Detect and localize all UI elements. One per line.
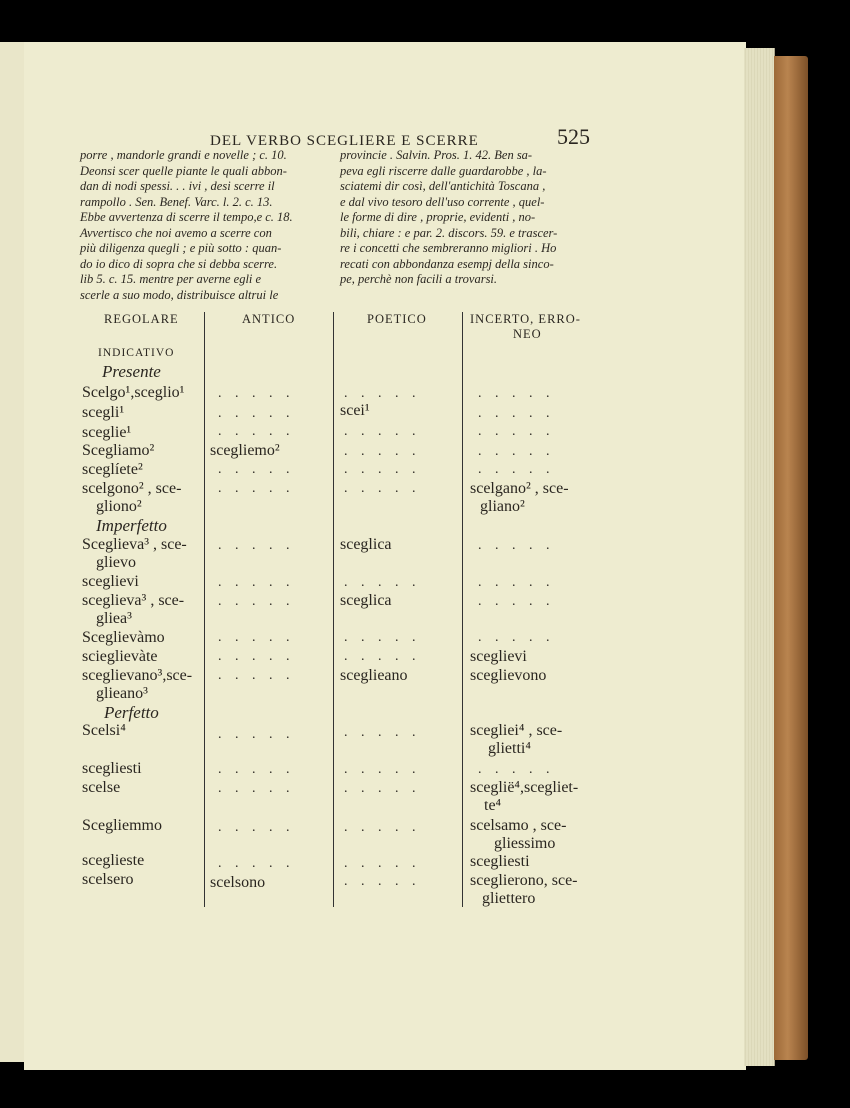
dots: . . . . . (478, 762, 555, 777)
page-edges (744, 48, 775, 1066)
page-number: 525 (557, 124, 590, 149)
column-rule (462, 312, 463, 907)
form: scelgono² , sce- (82, 480, 182, 497)
dots: . . . . . (478, 406, 555, 421)
dots: . . . . . (218, 406, 295, 421)
header-poetico: POETICO (367, 312, 427, 326)
form: sceglieva³ , sce- (82, 592, 185, 609)
dots: . . . . . (218, 538, 295, 553)
column-rule (333, 312, 334, 907)
form: scegliemo² (210, 442, 280, 459)
header-incerto: INCERTO, ERRO- (470, 312, 581, 326)
form: scegliei⁴ , sce- (470, 722, 563, 739)
form: sceglica (340, 536, 392, 553)
form: scelgano² , sce- (470, 480, 569, 497)
text-line: peva egli riscerre dalle guardarobbe , la- (340, 163, 547, 178)
dots: . . . . . (218, 424, 295, 439)
text-line: pe, perchè non facili a trovarsi. (340, 272, 498, 286)
form: gliano² (480, 498, 525, 515)
book-cover (774, 56, 808, 1060)
form: sceglica (340, 592, 392, 609)
form: sceglíete² (82, 461, 143, 478)
dots: . . . . . (478, 594, 555, 609)
dots: . . . . . (344, 781, 421, 796)
form: Sceglievàmo (82, 629, 165, 646)
dots: . . . . . (478, 424, 555, 439)
form: sceglievano³,sce- (82, 667, 193, 684)
dots: . . . . . (344, 630, 421, 645)
dots: . . . . . (478, 462, 555, 477)
text-line: porre , mandorle grandi e novelle ; c. 10. (80, 148, 287, 162)
text-line: lib 5. c. 15. mentre per averne egli e (80, 272, 262, 286)
form: gliono² (96, 498, 142, 515)
text-line: do io dico di sopra che si debba scerre. (80, 256, 278, 271)
dots: . . . . . (218, 781, 295, 796)
text-line: scerle a suo modo, distribuisce altrui le (80, 287, 279, 302)
form: sceglieano (340, 667, 408, 684)
header-regolare: REGOLARE (104, 312, 179, 326)
form: gliea³ (96, 610, 132, 627)
text-line: provincie . Salvin. Pros. 1. 42. Ben sa- (340, 148, 533, 162)
form: Scelsi⁴ (82, 722, 126, 739)
text-line: bili, chiare : e par. 2. discors. 59. e trascer- (340, 225, 558, 240)
form: scegliesti (82, 760, 142, 777)
left-text-column (80, 148, 293, 303)
dots: . . . . . (344, 874, 421, 889)
header-incerto-cont: NEO (513, 327, 542, 341)
dots: . . . . . (344, 444, 421, 459)
form: scegli¹ (82, 404, 125, 421)
dots: . . . . . (478, 386, 555, 401)
left-page-edge (0, 42, 25, 1062)
form: glietti⁴ (488, 740, 531, 757)
form: scelsero (82, 871, 134, 888)
form: scieglievàte (82, 648, 158, 665)
text-line: le forme di dire , proprie, evidenti , no- (340, 210, 536, 224)
form: glievo (96, 554, 136, 571)
right-text-column (340, 148, 557, 288)
text-line: recati con abbondanza esempj della sinco- (340, 256, 554, 271)
text-line: e dal vivo tesoro dell'uso corrente , quel- (340, 194, 545, 209)
form: scegliesti (470, 853, 530, 870)
form: Scegliemmo (82, 817, 162, 834)
dots: . . . . . (344, 856, 421, 871)
dots: . . . . . (344, 725, 421, 740)
dots: . . . . . (218, 481, 295, 496)
dots: . . . . . (478, 444, 555, 459)
form: glieano³ (96, 685, 148, 702)
dots: . . . . . (478, 630, 555, 645)
dots: . . . . . (218, 668, 295, 683)
form: sceglie¹ (82, 424, 132, 441)
dots: . . . . . (218, 762, 295, 777)
dots: . . . . . (344, 386, 421, 401)
text-line: più diligenza quegli ; e più sotto : quan- (80, 241, 282, 255)
form: scelsamo , sce- (470, 817, 567, 834)
form: sceglievono (470, 667, 547, 684)
form: Scegliamo² (82, 442, 155, 459)
form: gliettero (482, 890, 536, 907)
form: Sceglieva³ , sce- (82, 536, 187, 553)
running-header: DEL VERBO SCEGLIERE E SCERRE (210, 133, 479, 149)
form: scelse (82, 779, 121, 796)
text-line: sciatemi dir così, dell'antichità Toscana , (340, 179, 546, 193)
text-line: Deonsi scer quelle piante le quali abbon- (80, 163, 287, 178)
dots: . . . . . (344, 762, 421, 777)
dots: . . . . . (344, 481, 421, 496)
dots: . . . . . (218, 594, 295, 609)
text-line: re i concetti che sembreranno migliori . Ho (340, 241, 557, 255)
tense-imperfetto: Imperfetto (96, 516, 167, 535)
text-line: rampollo . Sen. Benef. Varc. l. 2. c. 13. (80, 194, 273, 209)
dots: . . . . . (344, 575, 421, 590)
form: sceglieste (82, 852, 145, 869)
column-rule (204, 312, 205, 907)
header-antico: ANTICO (242, 312, 296, 326)
dots: . . . . . (344, 820, 421, 835)
dots: . . . . . (218, 386, 295, 401)
dots: . . . . . (344, 649, 421, 664)
dots: . . . . . (218, 727, 295, 742)
form: sceglievi (82, 573, 139, 590)
form: scei¹ (340, 402, 370, 419)
dots: . . . . . (218, 630, 295, 645)
dots: . . . . . (344, 462, 421, 477)
form: sceglierono, sce- (470, 872, 578, 889)
text-line: Ebbe avvertenza di scerre il tempo,e c. 18. (80, 210, 293, 224)
section-indicativo: INDICATIVO (98, 347, 175, 359)
dots: . . . . . (218, 649, 295, 664)
dots: . . . . . (478, 575, 555, 590)
tense-presente: Presente (102, 362, 161, 381)
dots: . . . . . (218, 575, 295, 590)
form: te⁴ (484, 797, 502, 814)
form: sceglievi (470, 648, 527, 665)
dots: . . . . . (344, 424, 421, 439)
form: Scelgo¹,sceglio¹ (82, 384, 185, 401)
form: scelsono (210, 874, 266, 891)
tense-perfetto: Perfetto (104, 703, 159, 722)
dots: . . . . . (478, 538, 555, 553)
dots: . . . . . (218, 856, 295, 871)
text-line: dan di nodi spessi. . . ivi , desi scerre il (80, 179, 275, 193)
form: gliessimo (494, 835, 556, 852)
form: sceglië⁴,scegliet- (470, 779, 579, 796)
text-line: Avvertisco che noi avemo a scerre con (80, 225, 272, 240)
dots: . . . . . (218, 820, 295, 835)
dots: . . . . . (218, 462, 295, 477)
